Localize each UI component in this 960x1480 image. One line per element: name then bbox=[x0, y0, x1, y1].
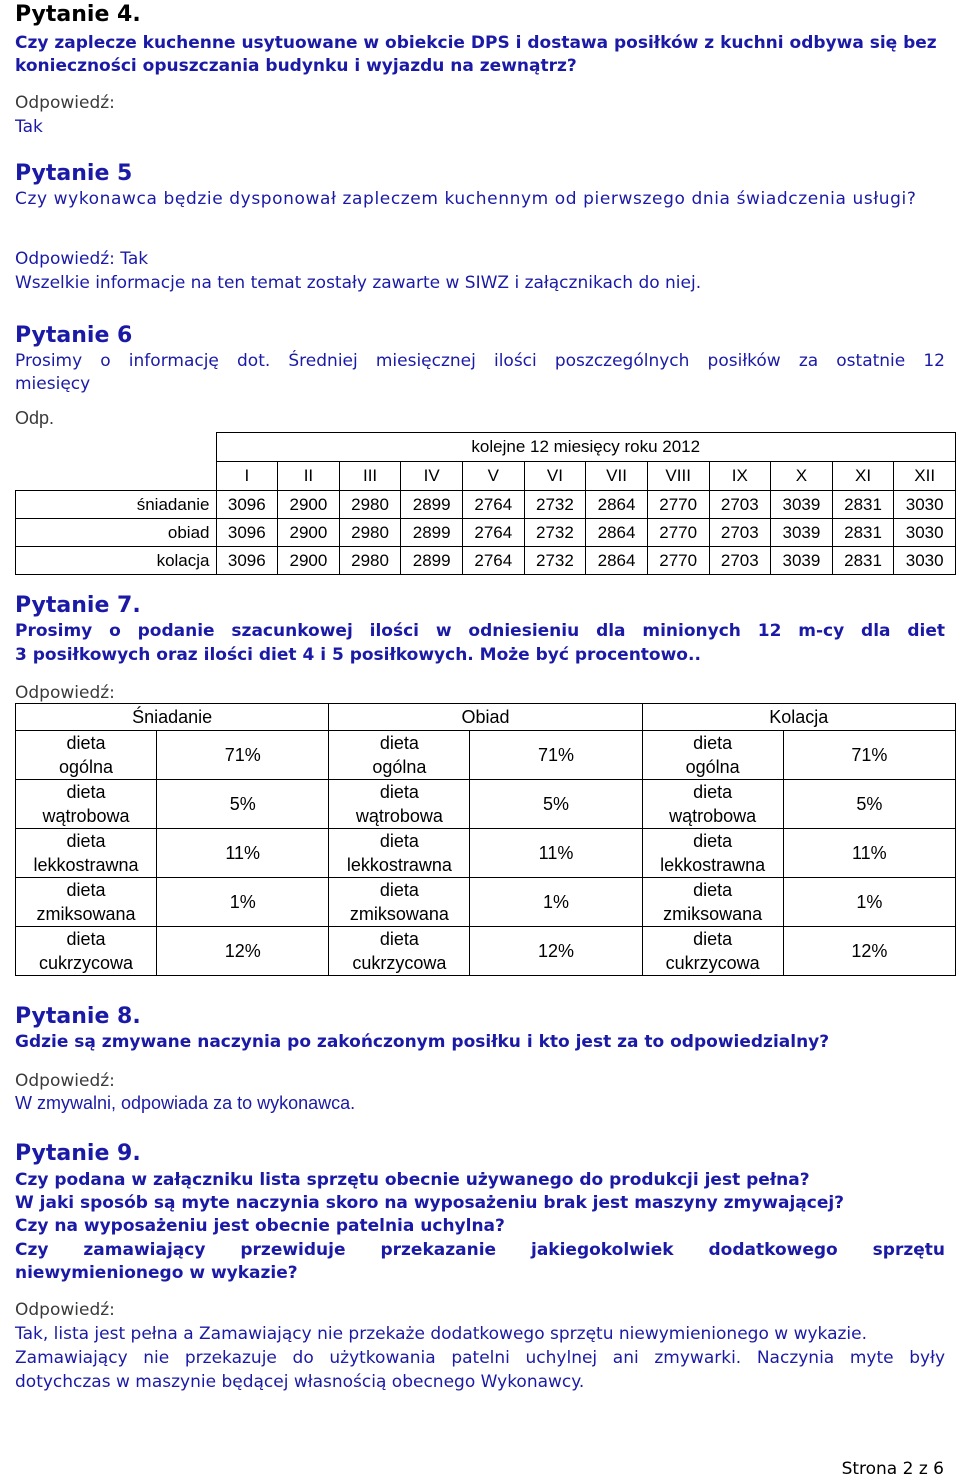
month-header: VI bbox=[524, 462, 586, 491]
table-cell: 3096 bbox=[216, 491, 278, 519]
q8-answer: W zmywalni, odpowiada za to wykonawca. bbox=[15, 1093, 356, 1113]
table-cell: 2770 bbox=[647, 491, 709, 519]
q6-question: Prosimy o informację dot. Średniej miesięcznej ilości poszczególnych posiłków za ostatnie 12 miesięcy bbox=[15, 351, 945, 394]
table-cell: 2899 bbox=[401, 519, 463, 547]
diet-name: wątrobowa bbox=[669, 806, 757, 826]
table-cell: 3030 bbox=[894, 547, 956, 575]
diet-word: dieta bbox=[693, 831, 733, 851]
q5-answer-label: Odpowiedź: Tak bbox=[15, 249, 149, 269]
q9-question-line3: Czy na wyposażeniu jest obecnie patelnia uchylna? bbox=[15, 1216, 505, 1236]
diet-name: cukrzycowa bbox=[352, 953, 447, 973]
diet-percent: 71% bbox=[470, 731, 642, 780]
q4-heading: Pytanie 4. bbox=[15, 2, 141, 27]
diet-share-table bbox=[15, 703, 956, 976]
diet-label bbox=[642, 878, 783, 927]
table-cell: 3030 bbox=[894, 519, 956, 547]
diet-percent: 1% bbox=[470, 878, 642, 927]
diet-percent: 5% bbox=[470, 780, 642, 829]
meal-header: Śniadanie bbox=[16, 704, 329, 731]
meal-header: Obiad bbox=[329, 704, 642, 731]
diet-word: dieta bbox=[693, 880, 733, 900]
diet-name: zmiksowana bbox=[663, 904, 763, 924]
diet-name: cukrzycowa bbox=[39, 953, 134, 973]
diet-percent: 12% bbox=[783, 927, 955, 976]
diet-word: dieta bbox=[693, 782, 733, 802]
diet-percent: 71% bbox=[157, 731, 329, 780]
months-row bbox=[16, 462, 956, 491]
diet-name: ogólna bbox=[59, 757, 114, 777]
table-cell: 2764 bbox=[463, 491, 525, 519]
table-cell: 3096 bbox=[216, 519, 278, 547]
month-header: VIII bbox=[647, 462, 709, 491]
diet-label bbox=[16, 731, 157, 780]
table-row bbox=[16, 878, 956, 927]
q9-answer-label: Odpowiedź: bbox=[15, 1300, 115, 1320]
table-cell: 2900 bbox=[278, 491, 340, 519]
q6-answer-label: Odp. bbox=[15, 408, 55, 428]
diet-label bbox=[642, 927, 783, 976]
q9-answer-line3: dotychczas w maszynie będącej własnością obecnego Wykonawcy. bbox=[15, 1372, 585, 1392]
row-label: kolacja bbox=[16, 547, 217, 575]
table-cell: 2732 bbox=[524, 491, 586, 519]
table-corner bbox=[16, 433, 217, 462]
page-number: Strona 2 z 6 bbox=[841, 1459, 944, 1479]
diet-label bbox=[642, 829, 783, 878]
table-cell: 2980 bbox=[339, 519, 401, 547]
table-cell: 2900 bbox=[278, 519, 340, 547]
q4-answer-label: Odpowiedź: bbox=[15, 93, 115, 113]
q9-question-line1: Czy podana w załączniku lista sprzętu obecnie używanego do produkcji jest pełna? bbox=[15, 1170, 810, 1190]
row-label: obiad bbox=[16, 519, 217, 547]
month-header: XI bbox=[832, 462, 894, 491]
table-cell: 2831 bbox=[832, 547, 894, 575]
month-header: IX bbox=[709, 462, 771, 491]
diet-name: lekkostrawna bbox=[33, 855, 139, 875]
monthly-meals-table bbox=[15, 432, 956, 575]
diet-word: dieta bbox=[66, 929, 106, 949]
table-cell: 2770 bbox=[647, 547, 709, 575]
table-cell: 2764 bbox=[463, 547, 525, 575]
diet-label bbox=[329, 780, 470, 829]
diet-label bbox=[642, 731, 783, 780]
table-cell: 3039 bbox=[771, 519, 833, 547]
diet-percent: 71% bbox=[783, 731, 955, 780]
q4-answer: Tak bbox=[15, 117, 43, 137]
diet-percent: 11% bbox=[470, 829, 642, 878]
table-cell: 2864 bbox=[586, 491, 648, 519]
table-row bbox=[16, 519, 956, 547]
table-row bbox=[16, 927, 956, 976]
q9-heading: Pytanie 9. bbox=[15, 1141, 141, 1166]
diet-label bbox=[329, 829, 470, 878]
table-cell: 3039 bbox=[771, 491, 833, 519]
q7-heading: Pytanie 7. bbox=[15, 593, 141, 618]
diet-word: dieta bbox=[379, 929, 419, 949]
diet-name: wątrobowa bbox=[42, 806, 130, 826]
table-row bbox=[16, 731, 956, 780]
diet-word: dieta bbox=[379, 782, 419, 802]
table-cell: 2831 bbox=[832, 491, 894, 519]
diet-word: dieta bbox=[66, 782, 106, 802]
q8-answer-label: Odpowiedź: bbox=[15, 1071, 115, 1091]
month-header: VII bbox=[586, 462, 648, 491]
diet-label bbox=[329, 731, 470, 780]
table-cell: 2831 bbox=[832, 519, 894, 547]
table-cell: 2770 bbox=[647, 519, 709, 547]
q7-question-line1: Prosimy o podanie szacunkowej ilości w odniesieniu dla minionych 12 m-cy dla diet bbox=[15, 621, 945, 641]
q9-question-line5: niewymienionego w wykazie? bbox=[15, 1263, 298, 1283]
diet-name: lekkostrawna bbox=[660, 855, 766, 875]
table-cell: 2899 bbox=[401, 491, 463, 519]
diet-percent: 12% bbox=[470, 927, 642, 976]
diet-name: ogólna bbox=[685, 757, 740, 777]
month-header: X bbox=[771, 462, 833, 491]
diet-percent: 5% bbox=[783, 780, 955, 829]
diet-label bbox=[16, 878, 157, 927]
diet-name: lekkostrawna bbox=[346, 855, 452, 875]
table-cell: 3096 bbox=[216, 547, 278, 575]
diet-name: ogólna bbox=[372, 757, 427, 777]
diet-percent: 12% bbox=[157, 927, 329, 976]
table-corner bbox=[16, 462, 217, 491]
month-header: I bbox=[216, 462, 278, 491]
diet-percent: 1% bbox=[157, 878, 329, 927]
diet-label bbox=[16, 829, 157, 878]
q8-question: Gdzie są zmywane naczynia po zakończonym posiłku i kto jest za to odpowiedzialny? bbox=[15, 1032, 830, 1052]
q5-question: Czy wykonawca będzie dysponował zapleczem kuchennym od pierwszego dnia świadczenia usługi? bbox=[15, 189, 917, 209]
q6-heading: Pytanie 6 bbox=[15, 323, 133, 348]
table-caption: kolejne 12 miesięcy roku 2012 bbox=[216, 433, 956, 462]
table-cell: 2703 bbox=[709, 519, 771, 547]
month-header: XII bbox=[894, 462, 956, 491]
table-cell: 2764 bbox=[463, 519, 525, 547]
diet-name: cukrzycowa bbox=[665, 953, 760, 973]
table-cell: 2980 bbox=[339, 547, 401, 575]
month-header: V bbox=[463, 462, 525, 491]
diet-word: dieta bbox=[693, 733, 733, 753]
table-cell: 2864 bbox=[586, 519, 648, 547]
diet-label bbox=[642, 780, 783, 829]
meal-header: Kolacja bbox=[642, 704, 955, 731]
month-header: III bbox=[339, 462, 401, 491]
diet-word: dieta bbox=[379, 880, 419, 900]
diet-percent: 11% bbox=[783, 829, 955, 878]
q7-answer-label: Odpowiedź: bbox=[15, 683, 115, 703]
table-row bbox=[16, 829, 956, 878]
table-cell: 2900 bbox=[278, 547, 340, 575]
table-cell: 2899 bbox=[401, 547, 463, 575]
diet-label bbox=[329, 878, 470, 927]
q7-question-line2: 3 posiłkowych oraz ilości diet 4 i 5 posiłkowych. Może być procentowo.. bbox=[15, 645, 701, 665]
month-header: II bbox=[278, 462, 340, 491]
q4-question: Czy zaplecze kuchenne usytuowane w obiekcie DPS i dostawa posiłków z kuchni odbywa się bez konieczności opuszczania budynku i wyjazdu na zewnątrz? bbox=[15, 33, 937, 76]
diet-word: dieta bbox=[379, 831, 419, 851]
table-row bbox=[16, 780, 956, 829]
diet-percent: 11% bbox=[157, 829, 329, 878]
diet-percent: 1% bbox=[783, 878, 955, 927]
table-cell: 2980 bbox=[339, 491, 401, 519]
diet-word: dieta bbox=[379, 733, 419, 753]
q9-question-line2: W jaki sposób są myte naczynia skoro na wyposażeniu brak jest maszyny zmywającej? bbox=[15, 1193, 845, 1213]
table-cell: 3030 bbox=[894, 491, 956, 519]
q9-question-line4: Czy zamawiający przewiduje przekazanie jakiegokolwiek dodatkowego sprzętu bbox=[15, 1240, 945, 1260]
table-cell: 2864 bbox=[586, 547, 648, 575]
month-header: IV bbox=[401, 462, 463, 491]
table-cell: 2732 bbox=[524, 519, 586, 547]
diet-label bbox=[16, 927, 157, 976]
q9-answer-line1: Tak, lista jest pełna a Zamawiający nie przekaże dodatkowego sprzętu niewymienionego w wykazie. bbox=[15, 1324, 868, 1344]
table-row bbox=[16, 491, 956, 519]
diet-word: dieta bbox=[693, 929, 733, 949]
table-cell: 2703 bbox=[709, 491, 771, 519]
table-cell: 2732 bbox=[524, 547, 586, 575]
q9-answer-line2: Zamawiający nie przekazuje do użytkowania patelni uchylnej ani zmywarki. Naczynia myte były bbox=[15, 1348, 945, 1368]
diet-name: zmiksowana bbox=[349, 904, 449, 924]
q8-heading: Pytanie 8. bbox=[15, 1004, 141, 1029]
table-row bbox=[16, 547, 956, 575]
row-label: śniadanie bbox=[16, 491, 217, 519]
diet-word: dieta bbox=[66, 831, 106, 851]
table-cell: 3039 bbox=[771, 547, 833, 575]
diet-label bbox=[16, 780, 157, 829]
diet-name: wątrobowa bbox=[355, 806, 443, 826]
diet-percent: 5% bbox=[157, 780, 329, 829]
table-cell: 2703 bbox=[709, 547, 771, 575]
q5-heading: Pytanie 5 bbox=[15, 161, 133, 186]
q5-answer: Wszelkie informacje na ten temat zostały zawarte w SIWZ i załącznikach do niej. bbox=[15, 273, 702, 293]
diet-word: dieta bbox=[66, 880, 106, 900]
diet-name: zmiksowana bbox=[36, 904, 136, 924]
diet-label bbox=[329, 927, 470, 976]
diet-word: dieta bbox=[66, 733, 106, 753]
